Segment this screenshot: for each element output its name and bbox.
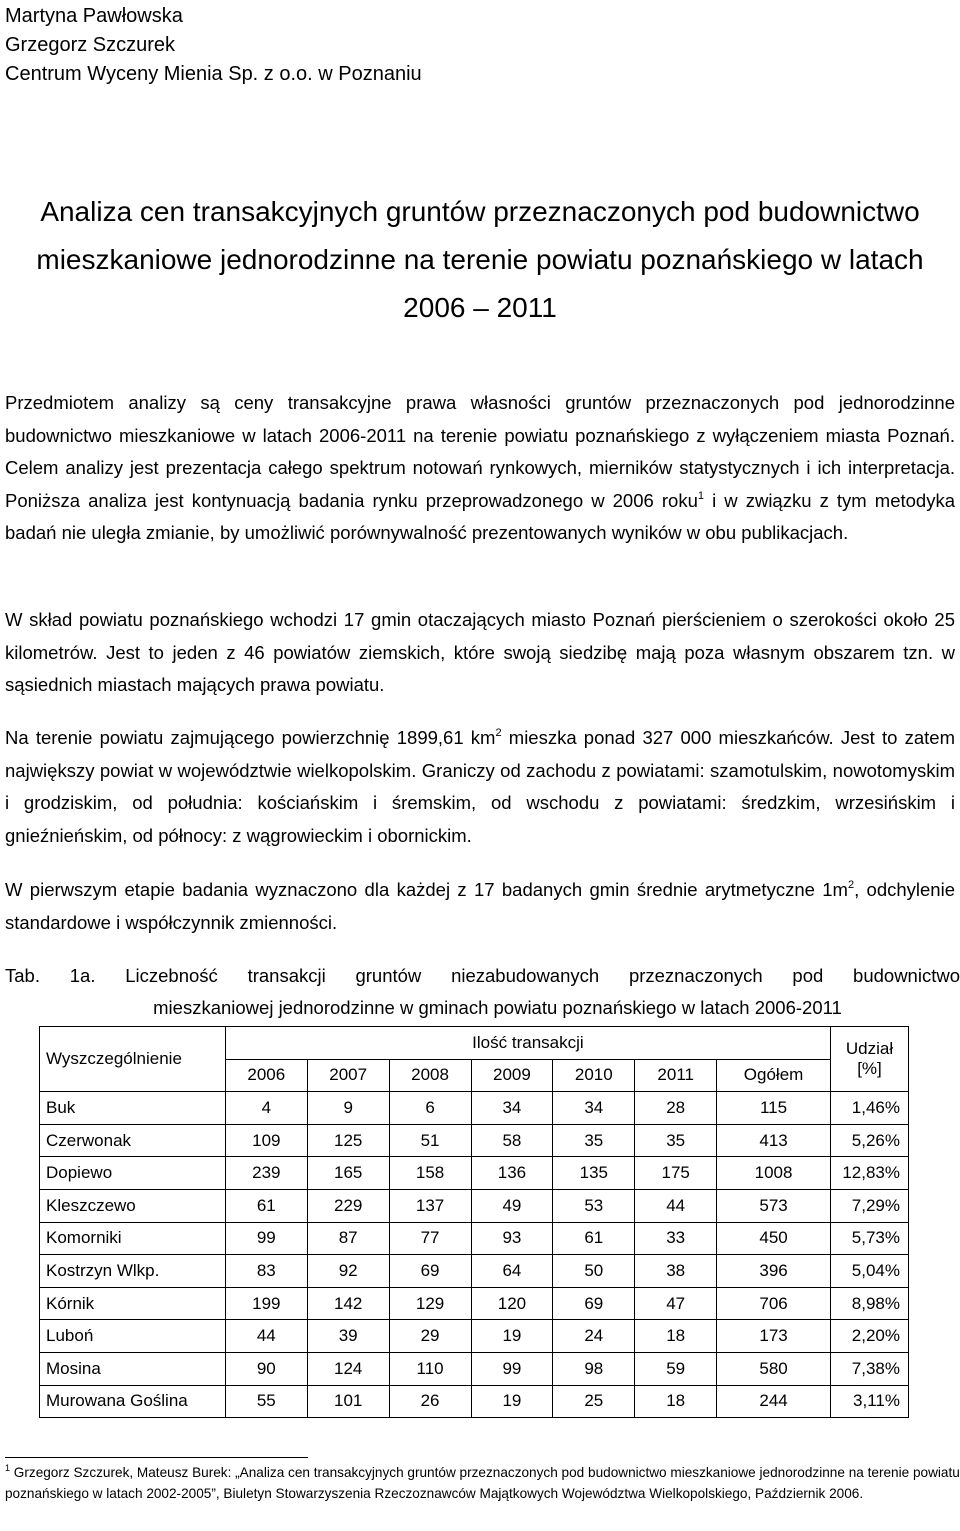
year-count-cell: 44	[635, 1189, 717, 1222]
column-header-share-label: Udział	[845, 1039, 894, 1059]
year-count-cell: 64	[471, 1255, 553, 1288]
year-count-cell: 38	[635, 1255, 717, 1288]
year-count-cell: 58	[471, 1124, 553, 1157]
column-header-name: Wyszczególnienie	[40, 1027, 226, 1092]
column-header-total: Ogółem	[717, 1059, 831, 1092]
year-count-cell: 35	[635, 1124, 717, 1157]
paragraph-area	[5, 722, 955, 852]
table-caption-line: mieszkaniowej jednorodzinne w gminach powiatu poznańskiego w latach 2006-2011	[153, 997, 842, 1018]
table-row	[40, 1124, 909, 1157]
paragraph-method	[5, 874, 955, 939]
year-count-cell: 4	[225, 1092, 307, 1125]
year-count-cell: 98	[553, 1352, 635, 1385]
year-count-cell: 69	[553, 1287, 635, 1320]
table-row	[40, 1092, 909, 1125]
year-count-cell: 109	[225, 1124, 307, 1157]
column-group-header: Ilość transakcji	[225, 1027, 830, 1060]
table-row	[40, 1189, 909, 1222]
year-count-cell: 110	[389, 1352, 471, 1385]
superscript: 2	[847, 879, 855, 891]
year-count-cell: 135	[553, 1157, 635, 1190]
year-count-cell: 61	[225, 1189, 307, 1222]
total-cell: 450	[717, 1222, 831, 1255]
year-count-cell: 39	[307, 1320, 389, 1353]
paragraph-district: W skład powiatu poznańskiego wchodzi 17 gmin otaczających miasto Poznań pierścieniem o szerokości około 25 kilometrów. Jest to jeden z 46 powiatów ziemskich, które swoją siedzibę mają poza własnym obszarem tzn. w sąsiednich miastach mających prawa powiatu.	[5, 609, 955, 695]
year-count-cell: 124	[307, 1352, 389, 1385]
paragraph-text: mieszka ponad 327 000 mieszkańców. Jest to zatem największy powiat w województwie wielkopolskim. Graniczy od zachodu z powiatami: szamotulskim, nowotomyskim i grodziskim, od południa: kościańskim i śremskim, od wschodu z powiatami: średzkim, wrzesińskim i gnieźnieńskim, od północy: z wągrowieckim i obornickim.	[5, 727, 955, 846]
paragraph-text: Przedmiotem analizy są ceny transakcyjne prawa własności gruntów przeznaczonych pod jednorodzinne budownictwo mieszkaniowe w latach 2006-2011 na terenie powiatu poznańskiego z wyłączeniem miasta Poznań. Celem analizy jest prezentacja całego spektrum notowań rynkowych, mierników statystycznych i ich interpretacja. Poniższa analiza jest kontynuacją badania rynku przeprowadzonego w 2006 roku	[5, 392, 955, 511]
share-cell: 5,04%	[830, 1255, 908, 1288]
year-count-cell: 125	[307, 1124, 389, 1157]
year-count-cell: 19	[471, 1385, 553, 1418]
total-cell: 244	[717, 1385, 831, 1418]
author-name: Grzegorz Szczurek	[5, 34, 176, 56]
total-cell: 173	[717, 1320, 831, 1353]
year-count-cell: 175	[635, 1157, 717, 1190]
author-name: Martyna Pawłowska	[5, 5, 183, 27]
year-count-cell: 51	[389, 1124, 471, 1157]
share-cell: 12,83%	[830, 1157, 908, 1190]
year-count-cell: 59	[635, 1352, 717, 1385]
total-cell: 413	[717, 1124, 831, 1157]
total-cell: 573	[717, 1189, 831, 1222]
municipality-name-cell: Luboń	[40, 1320, 226, 1353]
total-cell: 115	[717, 1092, 831, 1125]
column-header-share	[830, 1027, 908, 1092]
year-count-cell: 120	[471, 1287, 553, 1320]
year-count-cell: 158	[389, 1157, 471, 1190]
paragraph-text: i w związku z tym metodyka badań nie uległa zmianie, by umożliwić porównywalność prezentowanych wyników w obu publikacjach.	[5, 489, 955, 543]
footnote-text: Grzegorz Szczurek, Mateusz Burek: „Analiza cen transakcyjnych gruntów przeznaczonych pod budownictwo mieszkaniowe jednorodzinne na terenie powiatu poznańskiego w latach 2002-2005”, Biuletyn Stowarzyszenia Rzeczoznawców Majątkowych Województwa Wielkopolskiego, Październik 2006.	[5, 1465, 960, 1501]
share-cell: 1,46%	[830, 1092, 908, 1125]
share-cell: 5,26%	[830, 1124, 908, 1157]
year-count-cell: 83	[225, 1255, 307, 1288]
footnote-divider	[5, 1457, 308, 1458]
table-body	[40, 1092, 909, 1418]
table-caption-line: Tab. 1a. Liczebność transakcji gruntów niezabudowanych przeznaczonych pod budownictwo	[5, 965, 960, 986]
table-row	[40, 1352, 909, 1385]
document-title: Analiza cen transakcyjnych gruntów przeznaczonych pod budownictwo mieszkaniowe jednorodzinne na terenie powiatu poznańskiego w latach 2006 – 2011	[36, 196, 924, 323]
year-count-cell: 47	[635, 1287, 717, 1320]
table-caption	[5, 960, 960, 1024]
table-header-row	[40, 1027, 909, 1060]
footnote-ref[interactable]: 1	[697, 489, 704, 502]
total-cell: 580	[717, 1352, 831, 1385]
year-count-cell: 19	[471, 1320, 553, 1353]
share-cell: 7,29%	[830, 1189, 908, 1222]
year-count-cell: 25	[553, 1385, 635, 1418]
column-header-year: 2009	[471, 1059, 553, 1092]
year-count-cell: 229	[307, 1189, 389, 1222]
year-count-cell: 142	[307, 1287, 389, 1320]
year-count-cell: 26	[389, 1385, 471, 1418]
year-count-cell: 49	[471, 1189, 553, 1222]
municipality-name-cell: Murowana Goślina	[40, 1385, 226, 1418]
year-count-cell: 18	[635, 1320, 717, 1353]
share-cell: 2,20%	[830, 1320, 908, 1353]
table-row	[40, 1385, 909, 1418]
share-cell: 8,98%	[830, 1287, 908, 1320]
year-count-cell: 61	[553, 1222, 635, 1255]
paragraph-text: Na terenie powiatu zajmującego powierzchnię 1899,61 km	[5, 727, 496, 748]
column-header-year: 2010	[553, 1059, 635, 1092]
year-count-cell: 24	[553, 1320, 635, 1353]
municipality-name-cell: Komorniki	[40, 1222, 226, 1255]
year-count-cell: 9	[307, 1092, 389, 1125]
year-count-cell: 53	[553, 1189, 635, 1222]
year-count-cell: 101	[307, 1385, 389, 1418]
year-count-cell: 93	[471, 1222, 553, 1255]
municipality-name-cell: Kórnik	[40, 1287, 226, 1320]
year-count-cell: 136	[471, 1157, 553, 1190]
year-count-cell: 18	[635, 1385, 717, 1418]
year-count-cell: 34	[553, 1092, 635, 1125]
column-header-share-unit: [%]	[857, 1059, 882, 1079]
table-row	[40, 1222, 909, 1255]
year-count-cell: 69	[389, 1255, 471, 1288]
year-count-cell: 44	[225, 1320, 307, 1353]
year-count-cell: 92	[307, 1255, 389, 1288]
year-count-cell: 87	[307, 1222, 389, 1255]
share-cell: 7,38%	[830, 1352, 908, 1385]
footnote	[5, 1462, 960, 1504]
author-block	[5, 2, 422, 89]
column-header-year: 2007	[307, 1059, 389, 1092]
table-row	[40, 1287, 909, 1320]
year-count-cell: 77	[389, 1222, 471, 1255]
municipality-name-cell: Kostrzyn Wlkp.	[40, 1255, 226, 1288]
year-count-cell: 35	[553, 1124, 635, 1157]
year-count-cell: 33	[635, 1222, 717, 1255]
column-header-year: 2008	[389, 1059, 471, 1092]
author-affiliation: Centrum Wyceny Mienia Sp. z o.o. w Poznaniu	[5, 63, 422, 85]
year-count-cell: 165	[307, 1157, 389, 1190]
total-cell: 706	[717, 1287, 831, 1320]
share-cell: 5,73%	[830, 1222, 908, 1255]
footnote-number: 1	[5, 1463, 11, 1473]
year-count-cell: 55	[225, 1385, 307, 1418]
table-row	[40, 1157, 909, 1190]
municipality-name-cell: Mosina	[40, 1352, 226, 1385]
column-header-year: 2011	[635, 1059, 717, 1092]
year-count-cell: 137	[389, 1189, 471, 1222]
year-count-cell: 34	[471, 1092, 553, 1125]
municipality-name-cell: Kleszczewo	[40, 1189, 226, 1222]
superscript: 2	[495, 727, 502, 739]
table-row	[40, 1320, 909, 1353]
column-header-year: 2006	[225, 1059, 307, 1092]
year-count-cell: 129	[389, 1287, 471, 1320]
paragraph-intro	[5, 387, 955, 550]
year-count-cell: 199	[225, 1287, 307, 1320]
year-count-cell: 239	[225, 1157, 307, 1190]
transactions-table	[39, 1026, 909, 1418]
share-cell: 3,11%	[830, 1385, 908, 1418]
municipality-name-cell: Dopiewo	[40, 1157, 226, 1190]
year-count-cell: 90	[225, 1352, 307, 1385]
paragraph-text: , odchylenie standardowe i współczynnik zmienności.	[5, 879, 955, 933]
table-row	[40, 1255, 909, 1288]
total-cell: 1008	[717, 1157, 831, 1190]
total-cell: 396	[717, 1255, 831, 1288]
year-count-cell: 29	[389, 1320, 471, 1353]
year-count-cell: 99	[225, 1222, 307, 1255]
year-count-cell: 6	[389, 1092, 471, 1125]
year-count-cell: 50	[553, 1255, 635, 1288]
year-count-cell: 99	[471, 1352, 553, 1385]
paragraph-text: W pierwszym etapie badania wyznaczono dla każdej z 17 badanych gmin średnie arytmetyczne 1m	[5, 879, 848, 900]
year-count-cell: 28	[635, 1092, 717, 1125]
municipality-name-cell: Czerwonak	[40, 1124, 226, 1157]
municipality-name-cell: Buk	[40, 1092, 226, 1125]
